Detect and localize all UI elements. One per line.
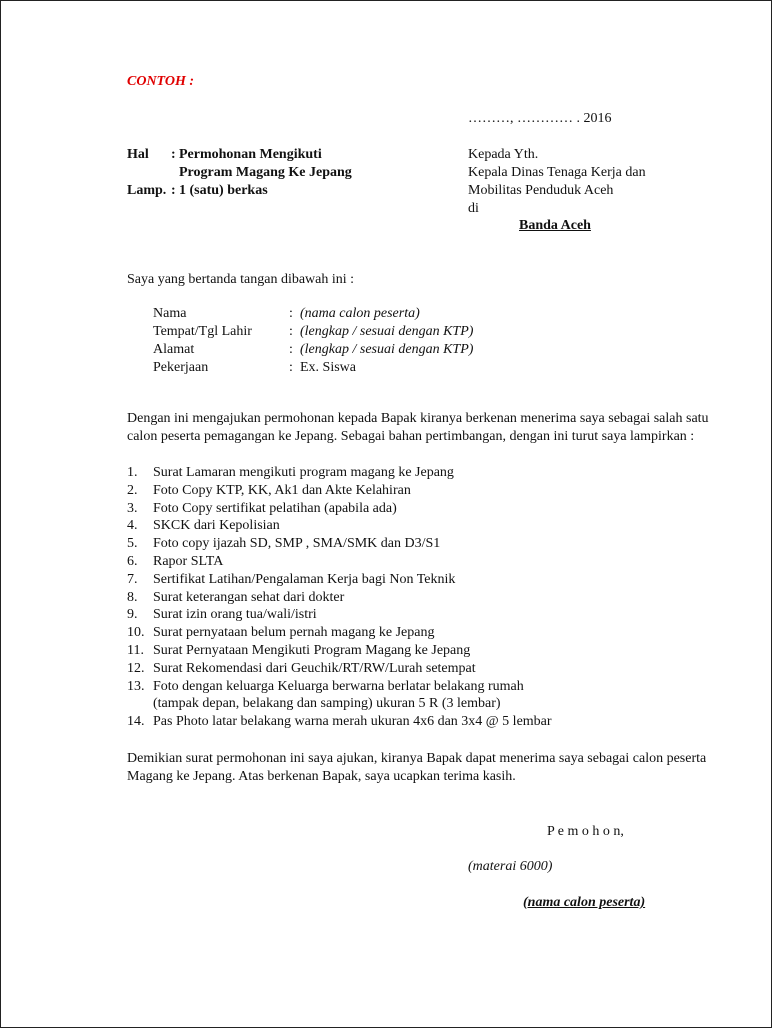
- list-text: Surat izin orang tua/wali/istri: [153, 607, 317, 623]
- hal-label: Hal: [127, 147, 149, 162]
- identity-row-alamat: [153, 341, 553, 359]
- list-number: 3.: [127, 500, 138, 516]
- identity-colon: :: [289, 342, 293, 357]
- paragraph-line: Dengan ini mengajukan permohonan kepada Bapak kiranya berkenan menerima saya sebagai salah satu: [127, 411, 709, 426]
- list-text: Pas Photo latar belakang warna merah ukuran 4x6 dan 3x4 @ 5 lembar: [153, 714, 552, 730]
- list-item: [127, 713, 687, 731]
- list-item: [127, 482, 687, 500]
- list-number: 5.: [127, 536, 138, 552]
- recipient-line3: Mobilitas Penduduk Aceh: [468, 183, 614, 198]
- list-number: 6.: [127, 553, 138, 569]
- list-number: 9.: [127, 607, 138, 623]
- list-number: 11.: [127, 642, 144, 658]
- list-text: Surat keterangan sehat dari dokter: [153, 589, 345, 605]
- list-number: 1.: [127, 465, 138, 480]
- list-item: [127, 642, 687, 660]
- identity-value: (lengkap / sesuai dengan KTP): [300, 342, 474, 357]
- list-number: 14.: [127, 714, 145, 730]
- list-text: Surat pernyataan belum pernah magang ke Jepang: [153, 625, 435, 641]
- list-number: 7.: [127, 571, 138, 587]
- list-text: Foto Copy sertifikat pelatihan (apabila ada): [153, 500, 397, 516]
- identity-row-nama: [153, 305, 553, 323]
- identity-colon: :: [289, 324, 293, 339]
- pemohon-label: P e m o h o n,: [547, 824, 624, 839]
- list-number: 10.: [127, 625, 145, 641]
- letter-date: ………, ………… . 2016: [468, 111, 612, 126]
- list-item: [127, 571, 687, 589]
- list-text: Rapor SLTA: [153, 553, 224, 569]
- list-text: Foto Copy KTP, KK, Ak1 dan Akte Kelahiran: [153, 482, 411, 498]
- hal-value-line2: Program Magang Ke Jepang: [179, 165, 352, 180]
- attachment-list: [127, 464, 687, 731]
- identity-label: Nama: [153, 306, 187, 321]
- list-item: [127, 500, 687, 518]
- example-label: CONTOH :: [127, 74, 195, 89]
- identity-colon: :: [289, 360, 293, 375]
- lamp-colon: :: [171, 183, 176, 198]
- list-text: Foto dengan keluarga Keluarga berwarna berlatar belakang rumah: [153, 678, 524, 694]
- list-item: [127, 660, 687, 678]
- paragraph-line: Magang ke Jepang. Atas berkenan Bapak, saya ucapkan terima kasih.: [127, 769, 516, 784]
- identity-colon: :: [289, 306, 293, 321]
- list-text: Surat Rekomendasi dari Geuchik/RT/RW/Lurah setempat: [153, 660, 476, 676]
- identity-label: Pekerjaan: [153, 360, 209, 375]
- list-number: 4.: [127, 518, 138, 534]
- closing-paragraph: [127, 750, 737, 786]
- hal-colon: :: [171, 147, 176, 162]
- list-item: [127, 589, 687, 607]
- request-paragraph: [127, 410, 737, 446]
- list-item: [127, 606, 687, 624]
- list-item: [127, 678, 687, 714]
- identity-value: Ex. Siswa: [300, 360, 356, 375]
- recipient-line4: di: [468, 201, 479, 216]
- list-item: [127, 553, 687, 571]
- list-number: 12.: [127, 660, 145, 676]
- identity-row-tempat-tgl-lahir: [153, 323, 553, 341]
- materai-note: (materai 6000): [468, 859, 553, 874]
- intro-text: Saya yang bertanda tangan dibawah ini :: [127, 272, 355, 287]
- signer-name: (nama calon peserta): [523, 895, 646, 910]
- list-text: Foto copy ijazah SD, SMP , SMA/SMK dan D3/S1: [153, 536, 441, 552]
- list-number: 2.: [127, 482, 138, 498]
- identity-row-pekerjaan: [153, 359, 553, 377]
- identity-value: (lengkap / sesuai dengan KTP): [300, 324, 474, 339]
- list-number: 13.: [127, 678, 145, 694]
- lamp-label: Lamp.: [127, 183, 167, 198]
- list-text: Surat Lamaran mengikuti program magang ke Jepang: [153, 465, 454, 480]
- hal-value-line1: Permohonan Mengikuti: [179, 147, 322, 162]
- list-item: [127, 517, 687, 535]
- list-item: [127, 624, 687, 642]
- list-item: [127, 535, 687, 553]
- list-text: Sertifikat Latihan/Pengalaman Kerja bagi Non Teknik: [153, 571, 456, 587]
- recipient-city: Banda Aceh: [519, 218, 591, 233]
- list-text: SKCK dari Kepolisian: [153, 518, 280, 534]
- paragraph-line: Demikian surat permohonan ini saya ajukan, kiranya Bapak dapat menerima saya sebagai calon peserta: [127, 751, 707, 766]
- paragraph-line: calon peserta pemagangan ke Jepang. Sebagai bahan pertimbangan, dengan ini turut saya lampirkan :: [127, 429, 695, 444]
- identity-table: [153, 305, 553, 377]
- identity-label: Tempat/Tgl Lahir: [153, 324, 252, 339]
- recipient-line2: Kepala Dinas Tenaga Kerja dan: [468, 165, 646, 180]
- recipient-line1: Kepada Yth.: [468, 147, 539, 162]
- list-text-continuation: (tampak depan, belakang dan samping) ukuran 5 R (3 lembar): [153, 696, 501, 712]
- list-text: Surat Pernyataan Mengikuti Program Magang ke Jepang: [153, 642, 471, 658]
- list-item: [127, 464, 687, 482]
- identity-label: Alamat: [153, 342, 195, 357]
- identity-value: (nama calon peserta): [300, 306, 420, 321]
- list-number: 8.: [127, 589, 138, 605]
- lamp-value: 1 (satu) berkas: [179, 183, 268, 198]
